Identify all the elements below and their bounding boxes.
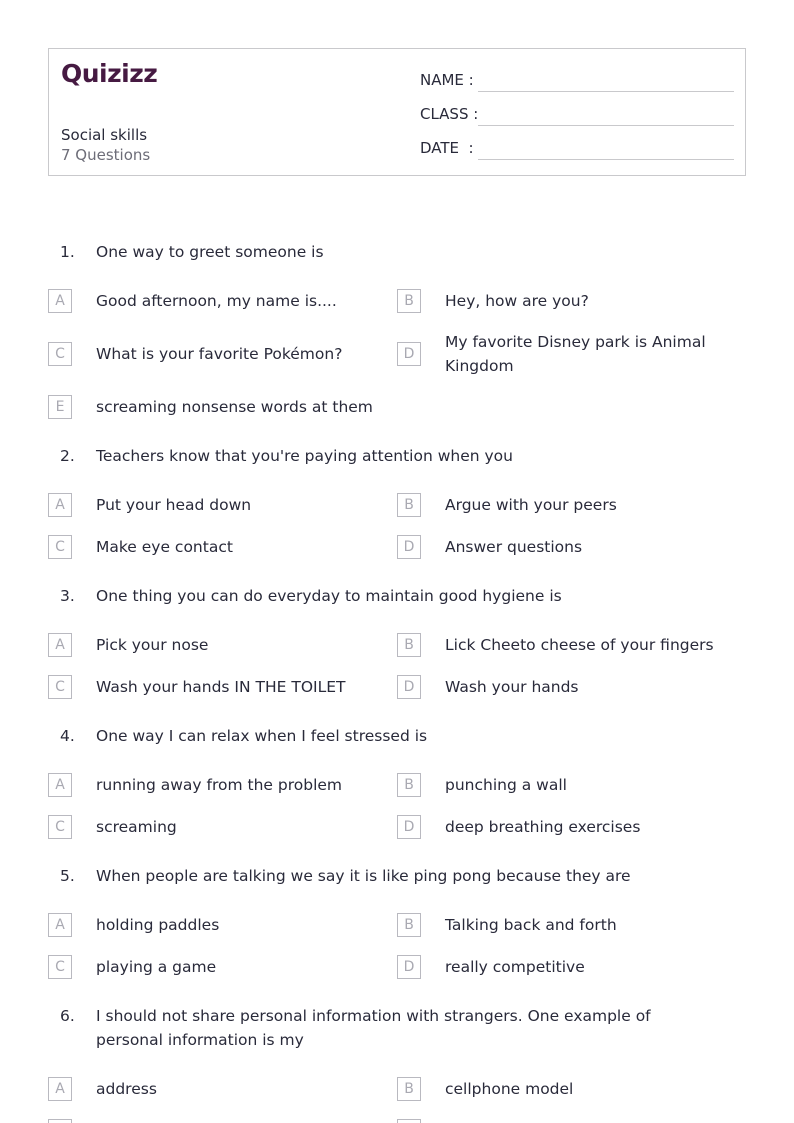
option-letter-box: B <box>397 913 421 937</box>
option-letter-box: A <box>48 773 72 797</box>
name-line[interactable] <box>478 91 734 92</box>
option-text: What is your favorite Pokémon? <box>96 345 343 363</box>
option-text: running away from the problem <box>96 776 343 794</box>
option-letter-box: A <box>48 633 72 657</box>
question-text: When people are talking we say it is like ping pong because they are <box>96 867 631 885</box>
question-number: 5. <box>60 867 75 885</box>
option-letter-box: B <box>397 773 421 797</box>
question-text: One way to greet someone is <box>96 243 324 261</box>
worksheet-header <box>48 48 746 176</box>
quizizz-logo: Quizizz <box>61 59 158 88</box>
option-text: really competitive <box>445 958 585 976</box>
option-letter-box: C <box>48 955 72 979</box>
option-letter-box: A <box>48 1077 72 1101</box>
date-field[interactable] <box>420 134 734 160</box>
option-text: playing a game <box>96 958 217 976</box>
option-text: Wash your hands <box>445 678 579 696</box>
option-text: screaming nonsense words at them <box>96 398 373 416</box>
option-text: Answer questions <box>445 538 583 556</box>
question-number: 6. <box>60 1007 75 1025</box>
option-text: cellphone model <box>445 1080 574 1098</box>
date-label: DATE : <box>420 139 474 157</box>
option-text: Argue with your peers <box>445 496 617 514</box>
option-text: Hey, how are you? <box>445 292 589 310</box>
option-letter-box: D <box>397 955 421 979</box>
question-text: Teachers know that you're paying attention when you <box>96 447 513 465</box>
option-text: Talking back and forth <box>445 916 617 934</box>
option-letter-box: B <box>397 289 421 313</box>
option-letter-box <box>48 1119 72 1123</box>
option-text: My favorite Disney park is Animal Kingdom <box>445 333 706 375</box>
option-text: address <box>96 1080 157 1098</box>
option-letter-box: A <box>48 493 72 517</box>
option-letter-box: C <box>48 675 72 699</box>
question-number: 4. <box>60 727 75 745</box>
question-text: One thing you can do everyday to maintain good hygiene is <box>96 587 562 605</box>
option-letter-box: D <box>397 675 421 699</box>
option-text: Pick your nose <box>96 636 209 654</box>
option-text: holding paddles <box>96 916 220 934</box>
class-field[interactable] <box>420 100 734 126</box>
option-letter-box: D <box>397 535 421 559</box>
option-letter-box: D <box>397 342 421 366</box>
option-letter-box <box>397 1119 421 1123</box>
option-text: Lick Cheeto cheese of your fingers <box>445 636 714 654</box>
question-count: 7 Questions <box>61 146 151 164</box>
question-number: 1. <box>60 243 75 261</box>
question-text: One way I can relax when I feel stressed is <box>96 727 428 745</box>
question-number: 2. <box>60 447 75 465</box>
class-label: CLASS : <box>420 105 479 123</box>
option-letter-box: B <box>397 633 421 657</box>
option-text: screaming <box>96 818 177 836</box>
option-letter-box: C <box>48 342 72 366</box>
date-line[interactable] <box>478 159 734 160</box>
question-number: 3. <box>60 587 75 605</box>
option-letter-box: C <box>48 535 72 559</box>
option-letter-box: C <box>48 815 72 839</box>
option-letter-box: E <box>48 395 72 419</box>
option-letter-box: B <box>397 493 421 517</box>
name-field[interactable] <box>420 66 734 92</box>
name-label: NAME : <box>420 71 474 89</box>
option-text: Good afternoon, my name is.... <box>96 292 337 310</box>
option-text: deep breathing exercises <box>445 818 641 836</box>
question-text: I should not share personal information with strangers. One example of personal information is my <box>96 1007 651 1049</box>
worksheet-title: Social skills <box>61 126 148 144</box>
option-letter-box: B <box>397 1077 421 1101</box>
option-letter-box: A <box>48 913 72 937</box>
option-letter-box: D <box>397 815 421 839</box>
option-text: Wash your hands IN THE TOILET <box>96 678 346 696</box>
option-text: punching a wall <box>445 776 567 794</box>
class-line[interactable] <box>478 125 734 126</box>
option-letter-box: A <box>48 289 72 313</box>
option-text: Put your head down <box>96 496 252 514</box>
option-text: Make eye contact <box>96 538 233 556</box>
